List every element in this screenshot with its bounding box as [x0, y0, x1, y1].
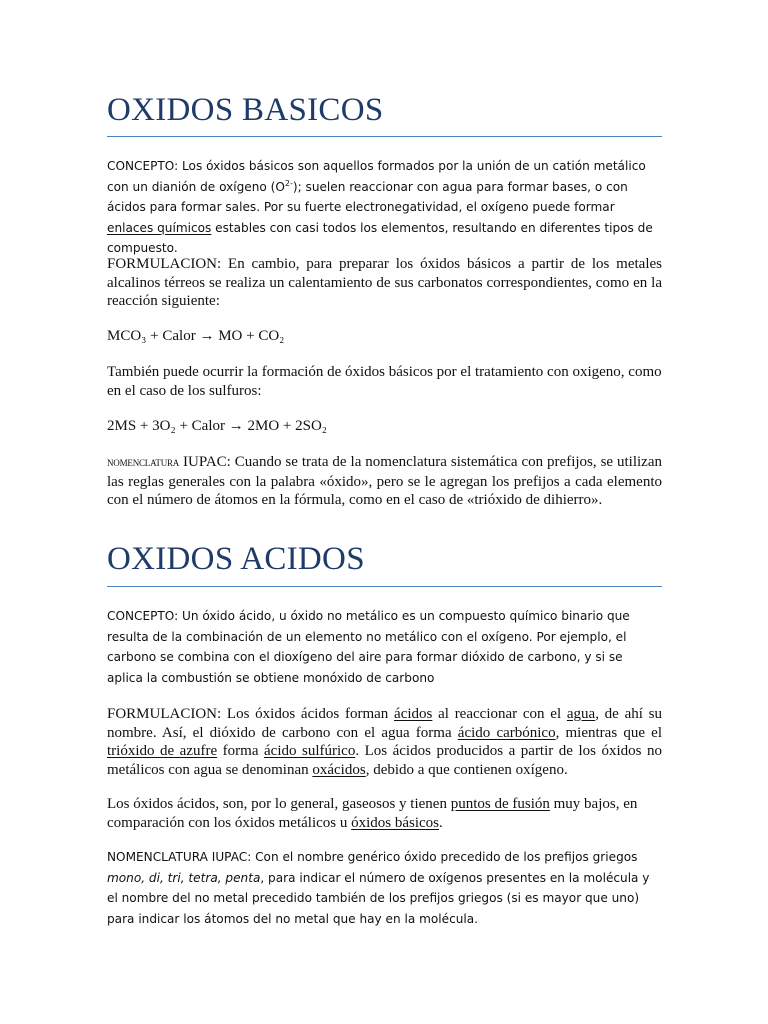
equation-carbonate: MCO₃ + Calor → MO + CO₂	[107, 328, 285, 344]
text-run: , de ahí su nombre. Así, el dióxido de carbono con el agua forma	[107, 706, 662, 741]
concepto-basicos-paragraph	[107, 156, 662, 259]
link-acido-sulfurico[interactable]: ácido sulfúrico	[264, 743, 356, 759]
sulfuros-paragraph: También puede ocurrir la formación de óxidos básicos por el tratamiento con oxigeno, como en el caso de los sulfuros:	[107, 364, 662, 399]
nomenclatura-small-label: NOMENCLATURA	[107, 458, 180, 468]
text-run: al reaccionar con el	[432, 706, 567, 722]
formulacion-acidos-paragraph	[107, 705, 662, 779]
prefijos-griegos-italic: mono, di, tri, tetra, penta	[107, 870, 261, 885]
link-trioxido-de-azufre[interactable]: trióxido de azufre	[107, 743, 218, 759]
propiedades-acidos-paragraph	[107, 795, 662, 832]
formulacion-basicos-paragraph: FORMULACION: En cambio, para preparar los óxidos básicos a partir de los metales alcalinos térreos se realiza un calentamiento de sus carbonatos correspondientes, como en la reacción siguiente:	[107, 256, 662, 309]
concepto-label: CONCEPTO:	[107, 159, 179, 173]
concepto-acidos-paragraph: CONCEPTO: Un óxido ácido, u óxido no metálico es un compuesto químico binario que resulta de la combinación de un elemento no metálico con el oxígeno. Por ejemplo, el carbono se combina con el dioxígeno del aire para formar dióxido de carbono, y si se aplica la combustión se obtiene monóxido de carbono	[107, 609, 630, 685]
link-puntos-de-fusion[interactable]: puntos de fusión	[450, 796, 550, 812]
text-run: forma	[217, 743, 264, 759]
heading-underline	[107, 586, 662, 587]
text-run: , para indicar el número de oxígenos presentes en la molécula y el nombre del no metal precedido también de los prefijos griegos (si es mayor que uno) para indicar los átomos del no metal que hay en la molécula.	[107, 870, 650, 926]
iupac-text: IUPAC: Cuando se trata de la nomenclatura sistemática con prefijos, se utilizan las reglas generales con la palabra «óxido», pero se le agregan los prefijos a cada elemento con el número de átomos en la fórmula, como en el caso de «trióxido de dihierro».	[107, 454, 662, 508]
equation-sulfide: 2MS + 3O₂ + Calor → 2MO + 2SO₂	[107, 418, 328, 434]
concepto-text: ); suelen reaccionar con agua para formar bases, o con ácidos para formar sales. Por su fuerte electronegatividad, el oxígeno puede formar	[107, 179, 628, 214]
text-run: Los óxidos ácidos, son, por lo general, gaseosos y tienen	[107, 796, 451, 812]
text-run: , mientras que el	[555, 724, 662, 741]
iupac-acidos-paragraph	[107, 847, 662, 929]
concepto-text: estables con casi todos los elementos, resultando en diferentes tipos de compuesto.	[107, 220, 653, 255]
text-run: , debido a que contienen oxígeno.	[365, 761, 568, 778]
superscript-charge: 2-	[284, 178, 293, 188]
concepto-text: Los óxidos básicos son aquellos formados por la unión de un catión metálico con un dianión de oxígeno (O	[107, 159, 646, 194]
heading-oxidos-basicos: OXIDOS BASICOS	[107, 92, 384, 128]
heading-oxidos-acidos: OXIDOS ACIDOS	[107, 541, 365, 577]
link-enlaces-quimicos[interactable]: enlaces químicos	[107, 220, 212, 235]
iupac-basicos-paragraph	[107, 453, 662, 510]
heading-underline	[107, 136, 662, 137]
link-oxacidos[interactable]: oxácidos	[312, 761, 366, 778]
text-run: muy bajos, en comparación con los óxidos metálicos u	[107, 796, 638, 831]
text-run: NOMENCLATURA IUPAC: Con el nombre genérico óxido precedido de los prefijos griegos	[107, 850, 638, 864]
text-run: FORMULACION: Los óxidos ácidos forman	[107, 706, 395, 722]
link-agua[interactable]: agua	[566, 706, 596, 722]
link-acidos[interactable]: ácidos	[394, 706, 433, 722]
text-run: .	[439, 814, 443, 831]
text-run: . Los ácidos producidos a partir de los óxidos no metálicos con agua se denominan	[107, 743, 662, 778]
link-acido-carbonico[interactable]: ácido carbónico	[457, 724, 556, 741]
link-oxidos-basicos[interactable]: óxidos básicos	[351, 814, 440, 831]
